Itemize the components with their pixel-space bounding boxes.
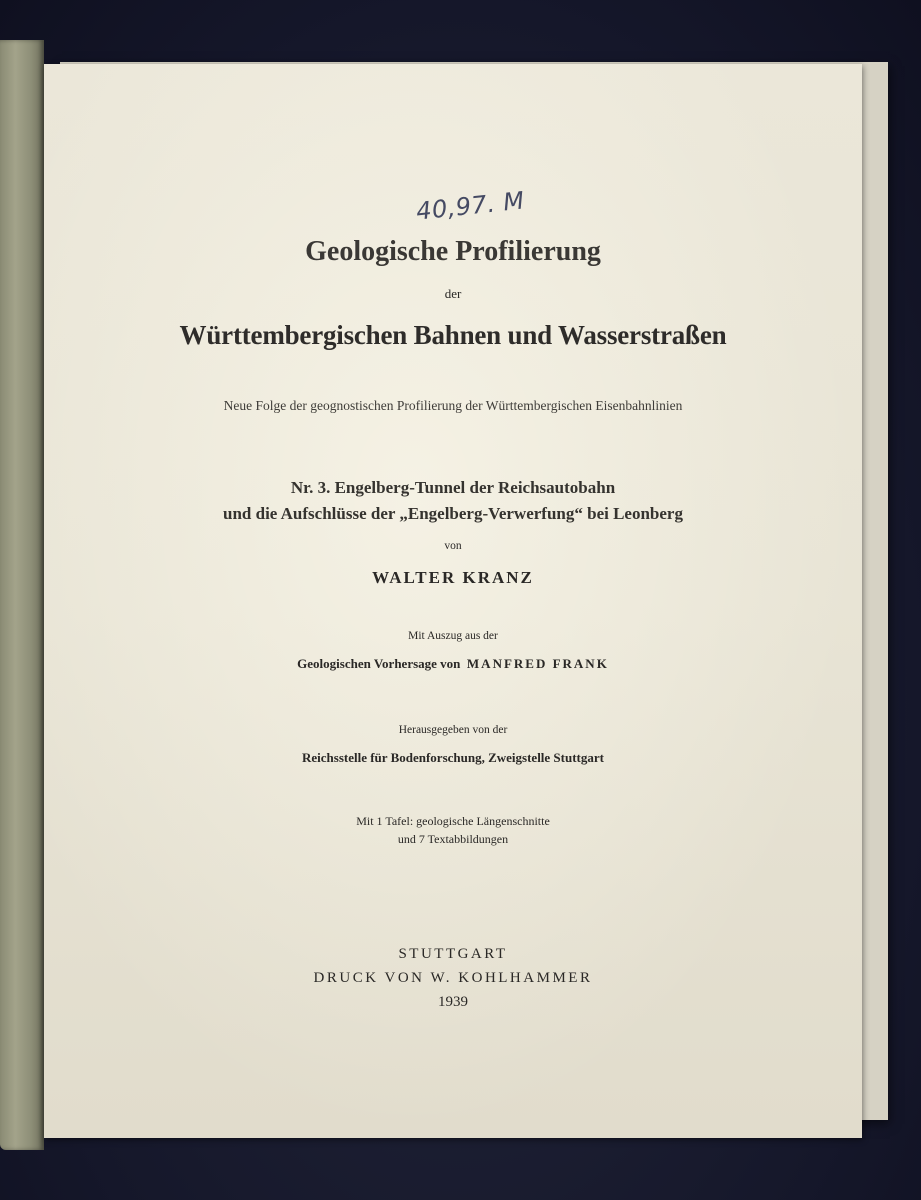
author-name: WALTER KRANZ [372, 568, 534, 587]
publisher-intro: Herausgegeben von der [398, 724, 508, 736]
issue-title-line-2: und die Aufschlüsse der „Engelberg-Verwerfung“ bei Leonberg [223, 504, 683, 523]
plates-line-1: Mit 1 Tafel: geologische Längenschnitte [356, 814, 550, 828]
issue-title-line-1: Nr. 3. Engelberg-Tunnel der Reichsautobahn [290, 478, 616, 497]
imprint-city: STUTTGART [398, 946, 508, 962]
title-connector: der [444, 286, 462, 301]
excerpt-intro: Mit Auszug aus der [408, 630, 498, 642]
plates-line-2: und 7 Textabbildungen [397, 832, 509, 846]
book-title: Geologische Profilierung [305, 236, 601, 267]
forecast-prefix: Geologischen Vorhersage von [297, 656, 461, 671]
by-label: von [444, 540, 462, 552]
book-main-title: Württembergischen Bahnen und Wasserstraßen [179, 320, 727, 350]
forecast-author: MANFRED FRANK [466, 656, 609, 671]
book-cover-edge [0, 40, 44, 1150]
title-page [44, 64, 862, 1138]
publisher-name: Reichsstelle für Bodenforschung, Zweigstelle Stuttgart [302, 750, 604, 765]
forecast-line [44, 656, 862, 672]
handwritten-note: 40,97. M [414, 186, 526, 226]
imprint-printer: DRUCK VON W. KOHLHAMMER [313, 970, 593, 986]
imprint-year: 1939 [438, 994, 468, 1010]
title-page-content [44, 64, 862, 1138]
book-subtitle: Neue Folge der geognostischen Profilierung der Württembergischen Eisenbahnlinien [223, 398, 683, 413]
